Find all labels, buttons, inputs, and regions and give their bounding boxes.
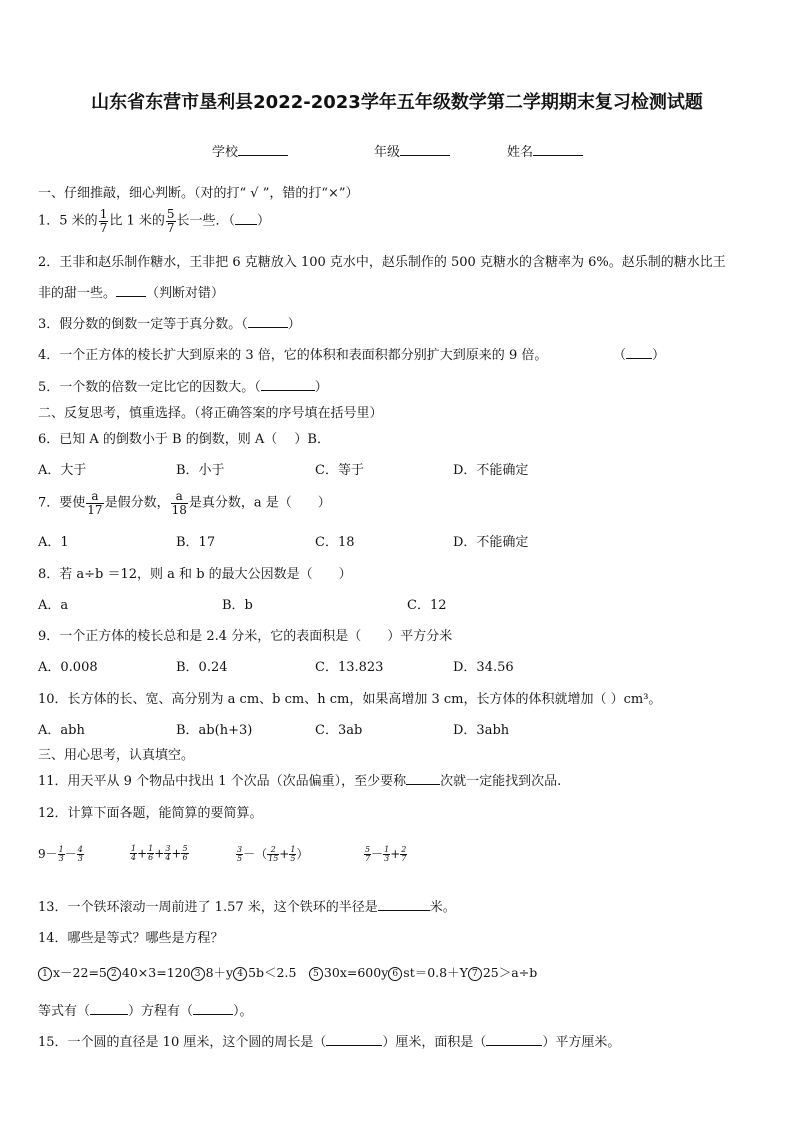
q8-option-a[interactable]: A．a xyxy=(38,598,69,613)
q8-option-b[interactable]: B．b xyxy=(222,598,253,613)
circled-number: 6 xyxy=(388,967,402,981)
q7-fraction-1 xyxy=(86,490,103,516)
numerator: 1 xyxy=(290,844,296,854)
circled-number: 5 xyxy=(309,967,323,981)
expression: 30x=600y xyxy=(323,965,389,980)
q14-text-b: ）方程有（ xyxy=(128,1004,194,1019)
expr-text: 9－ xyxy=(38,847,58,861)
name-label: 姓名 xyxy=(507,145,534,160)
circled-number: 1 xyxy=(38,967,52,981)
q14-text-a: 等式有（ xyxy=(38,1004,91,1019)
q13-answer-blank[interactable] xyxy=(378,910,430,911)
expr-text: －（ xyxy=(243,847,268,861)
q12-expression-2 xyxy=(130,845,189,863)
q3-answer-blank[interactable] xyxy=(248,327,288,328)
q12-expression-1 xyxy=(38,845,84,863)
q15-text-a: 15．一个圆的直径是 10 厘米，这个圆的周长是（ xyxy=(38,1035,327,1050)
q6-option-a[interactable]: A．大于 xyxy=(38,463,87,478)
expr-text: － xyxy=(371,847,384,861)
q4-text-a: 4．一个正方体的棱长扩大到原来的 3 倍，它的体积和表面积都分别扩大到原来的 9 倍。 xyxy=(38,348,548,363)
denominator: 6 xyxy=(182,853,188,863)
question-7 xyxy=(38,490,331,516)
question-14: 14．哪些是等式？哪些是方程？ xyxy=(38,931,224,946)
exam-title: 山东省东营市垦利县2022-2023学年五年级数学第二学期期末复习检测试题 xyxy=(91,92,703,113)
q1-fraction-1 xyxy=(99,208,109,234)
q15-text-b: ）厘米，面积是（ xyxy=(382,1035,487,1050)
q10-option-a[interactable]: A．abh xyxy=(38,723,85,738)
numerator: 5 xyxy=(182,844,188,853)
q5-text-b: ） xyxy=(314,380,328,395)
grade-field xyxy=(374,141,450,160)
q7-option-c[interactable]: C．18 xyxy=(315,535,355,550)
denominator: 6 xyxy=(148,853,154,863)
q7-option-d[interactable]: D．不能确定 xyxy=(453,535,529,550)
fraction xyxy=(181,845,188,863)
denominator: 7 xyxy=(401,854,407,863)
denominator: 7 xyxy=(166,220,175,235)
q6-option-c[interactable]: C．等于 xyxy=(315,463,364,478)
q13-text-b: 米。 xyxy=(429,900,456,915)
q8-option-c[interactable]: C．12 xyxy=(407,598,447,613)
question-10: 10．长方体的长、宽、高分别为 a cm、b cm、h cm，如果高增加 3 cm，长方体的体积就增加（ ）cm³。 xyxy=(38,692,662,707)
equations-with-unknowns-blank[interactable] xyxy=(193,1014,233,1015)
expr-text: + xyxy=(390,847,401,861)
question-2-line-2 xyxy=(38,282,224,301)
denominator: 4 xyxy=(131,853,137,863)
q6-option-d[interactable]: D．不能确定 xyxy=(453,463,529,478)
q10-option-c[interactable]: C．3ab xyxy=(315,723,363,738)
q2-answer-blank[interactable] xyxy=(116,296,146,297)
numerator: 5 xyxy=(166,207,175,221)
school-blank[interactable] xyxy=(238,155,288,156)
q7-option-b[interactable]: B．17 xyxy=(176,535,216,550)
numerator: 2 xyxy=(401,844,407,854)
name-blank[interactable] xyxy=(533,155,583,156)
denominator: 5 xyxy=(290,854,296,863)
section-1-heading: 一、仔细推敲，细心判断。（对的打“ √ ”，错的打“×”） xyxy=(38,186,359,201)
denominator: 3 xyxy=(77,854,83,863)
q11-text-a: 11．用天平从 9 个物品中找出 1 个次品（次品偏重），至少要称 xyxy=(38,774,407,789)
numerator: a xyxy=(86,490,103,504)
q12-expression-3 xyxy=(236,845,308,863)
numerator: 1 xyxy=(131,844,137,853)
expr-text: + xyxy=(137,846,148,861)
q11-text-b: 次就一定能找到次品. xyxy=(440,774,562,789)
fraction xyxy=(58,846,65,864)
circumference-blank[interactable] xyxy=(326,1045,382,1046)
expression: 25＞a÷b xyxy=(482,965,538,980)
circled-number: 4 xyxy=(233,967,247,981)
q14-text-c: ）。 xyxy=(233,1004,253,1019)
question-4 xyxy=(38,344,547,363)
q3-text-a: 3．假分数的倒数一定等于真分数。（ xyxy=(38,317,248,332)
q14-answer-line xyxy=(38,1000,253,1019)
denominator: 18 xyxy=(171,502,187,517)
numerator: 3 xyxy=(165,844,171,853)
denominator: 17 xyxy=(87,502,103,517)
denominator: 5 xyxy=(237,854,243,863)
denominator: 7 xyxy=(365,854,371,863)
q7-text-b: 是假分数， xyxy=(104,495,170,511)
question-11 xyxy=(38,770,561,789)
q4-text-c: ） xyxy=(652,348,666,363)
question-9: 9．一个正方体的棱长总和是 2.4 分米，它的表面积是（ ）平方分米 xyxy=(38,629,453,644)
expression: 40×3=120 xyxy=(121,965,191,980)
question-5 xyxy=(38,376,328,395)
section-2-heading: 二、反复思考，慎重选择。（将正确答案的序号填在括号里） xyxy=(38,406,383,421)
expr-text: － xyxy=(64,847,77,861)
question-8: 8．若 a÷b ＝12，则 a 和 b 的最大公因数是（ ） xyxy=(38,567,352,582)
q12-expression-4 xyxy=(364,845,407,863)
circled-number: 3 xyxy=(191,967,205,981)
numerator: 1 xyxy=(99,207,108,221)
circled-number: 7 xyxy=(468,967,482,981)
denominator: 3 xyxy=(58,854,64,863)
q1-text-b: 比 1 米的 xyxy=(109,213,165,229)
equations-blank[interactable] xyxy=(90,1014,128,1015)
expression: 8＋y xyxy=(205,965,234,980)
q1-text-d: ） xyxy=(257,213,271,229)
q1-text-c: 长一些．（ xyxy=(176,213,236,229)
numerator: a xyxy=(171,490,188,504)
numerator: 1 xyxy=(384,844,390,854)
numerator: 1 xyxy=(148,844,154,853)
q7-text-a: 7．要使 xyxy=(38,495,86,511)
numerator: 3 xyxy=(237,844,243,854)
q2-text-b: （判断对错） xyxy=(146,286,225,301)
q5-answer-blank[interactable] xyxy=(261,390,315,391)
school-label: 学校 xyxy=(212,145,239,160)
q1-text-a: 1．5 米的 xyxy=(38,213,98,229)
question-13 xyxy=(38,896,456,915)
q9-option-c[interactable]: C．13.823 xyxy=(315,660,384,675)
numerator: 2 xyxy=(267,846,279,855)
q3-text-b: ） xyxy=(287,317,301,332)
question-12: 12．计算下面各题，能简算的要简算。 xyxy=(38,806,263,821)
area-blank[interactable] xyxy=(486,1045,542,1046)
q1-answer-blank[interactable] xyxy=(235,224,257,225)
denominator: 15 xyxy=(268,854,279,863)
expression: x－22=5 xyxy=(53,965,107,980)
q7-fraction-2 xyxy=(171,490,188,516)
grade-blank[interactable] xyxy=(400,155,450,156)
question-1 xyxy=(38,208,270,234)
fraction xyxy=(267,846,279,864)
q10-option-b[interactable]: B．ab(h+3) xyxy=(176,723,253,738)
section-3-heading: 三、用心思考，认真填空。 xyxy=(38,748,195,763)
q13-text-a: 13．一个铁环滚动一周前进了 1.57 米，这个铁环的半径是 xyxy=(38,900,378,915)
expression: st＝0.8＋Y xyxy=(403,965,468,980)
denominator: 3 xyxy=(384,854,390,863)
numerator: 5 xyxy=(365,844,371,854)
denominator: 4 xyxy=(165,853,171,863)
q6-option-b[interactable]: B．小于 xyxy=(176,463,225,478)
fraction xyxy=(400,846,407,864)
question-15 xyxy=(38,1031,620,1050)
q7-option-a[interactable]: A．1 xyxy=(38,535,69,550)
fraction xyxy=(77,846,84,864)
expr-text: + xyxy=(154,846,165,861)
expr-text: + xyxy=(279,847,290,861)
q14-expressions xyxy=(38,963,537,981)
denominator: 7 xyxy=(99,220,108,235)
question-6: 6．已知 A 的倒数小于 B 的倒数，则 A（ ）B． xyxy=(38,432,330,447)
q2-text-a: 非的甜一些。 xyxy=(38,286,117,301)
q9-option-b[interactable]: B．0.24 xyxy=(176,660,228,675)
question-3 xyxy=(38,313,301,332)
circled-number: 2 xyxy=(107,967,121,981)
q9-option-d[interactable]: D．34.56 xyxy=(453,660,514,675)
numerator: 4 xyxy=(77,844,83,854)
q5-text-a: 5．一个数的倍数一定比它的因数大。（ xyxy=(38,380,261,395)
numerator: 1 xyxy=(58,844,64,854)
q4-answer-blank[interactable] xyxy=(626,358,652,359)
q11-answer-blank[interactable] xyxy=(406,784,440,785)
q7-text-c: 是真分数，a 是（ ） xyxy=(188,495,331,511)
q10-option-d[interactable]: D．3abh xyxy=(453,723,510,738)
expr-text: ） xyxy=(296,847,309,861)
grade-label: 年级 xyxy=(374,145,401,160)
q4-answer xyxy=(613,344,665,363)
q9-option-a[interactable]: A．0.008 xyxy=(38,660,98,675)
q15-text-c: ）平方厘米。 xyxy=(542,1035,621,1050)
question-2-line-1: 2．王非和赵乐制作糖水，王非把 6 克糖放入 100 克水中，赵乐制作的 500 克糖水的含糖率为 6%。赵乐制的糖水比王 xyxy=(38,255,726,270)
q4-text-b: （ xyxy=(613,348,627,363)
school-field xyxy=(212,141,288,160)
expr-text: + xyxy=(171,846,182,861)
name-field xyxy=(507,141,583,160)
expression: 5b＜2.5 xyxy=(248,965,309,980)
q1-fraction-2 xyxy=(166,208,176,234)
